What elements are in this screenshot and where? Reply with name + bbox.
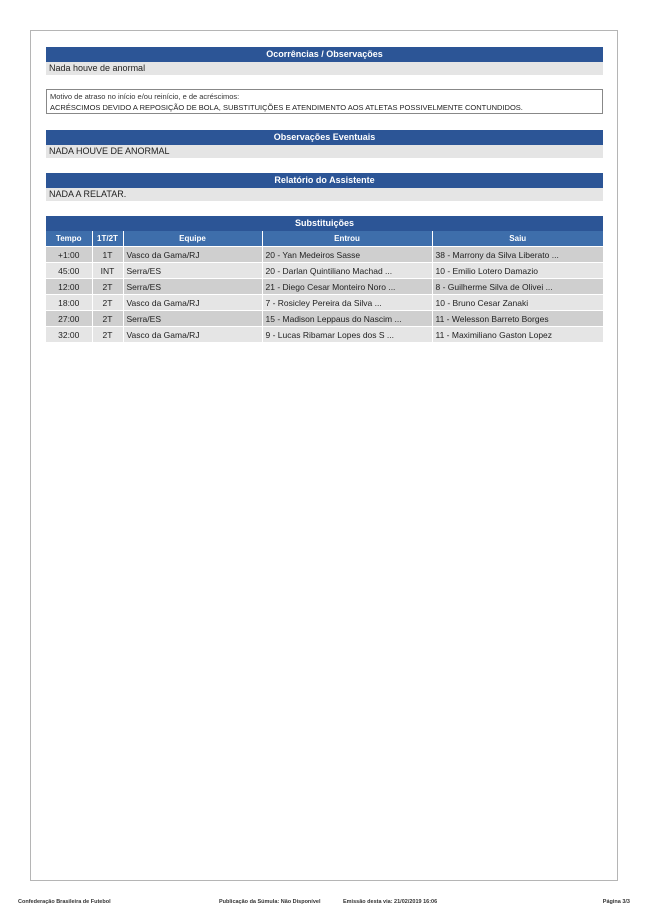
- row-out: 38 - Marrony da Silva Liberato ...: [432, 247, 603, 263]
- row-team: Serra/ES: [123, 279, 262, 295]
- row-team: Vasco da Gama/RJ: [123, 295, 262, 311]
- eventual-header: Observações Eventuais: [46, 130, 603, 145]
- occurrences-header: Ocorrências / Observações: [46, 47, 603, 62]
- row-time: 27:00: [46, 311, 92, 327]
- row-out: 11 - Welesson Barreto Borges: [432, 311, 603, 327]
- table-row: [46, 263, 603, 279]
- row-half: 1T: [92, 247, 123, 263]
- row-in: 7 - Rosicley Pereira da Silva ...: [262, 295, 432, 311]
- substitutions-header: Substituições: [46, 216, 603, 231]
- col-tempo: Tempo: [46, 231, 92, 247]
- delay-box: [46, 89, 603, 114]
- row-half: 2T: [92, 279, 123, 295]
- row-in: 15 - Madison Leppaus do Nascim ...: [262, 311, 432, 327]
- row-in: 20 - Darlan Quintiliano Machad ...: [262, 263, 432, 279]
- row-time: 18:00: [46, 295, 92, 311]
- col-in: Entrou: [262, 231, 432, 247]
- eventual-text: NADA HOUVE DE ANORMAL: [46, 145, 603, 158]
- col-out: Saiu: [432, 231, 603, 247]
- occurrences-text: Nada houve de anormal: [46, 62, 603, 75]
- footer-publication: Publicação da Súmula: Não Disponível: [219, 899, 321, 905]
- row-in: 9 - Lucas Ribamar Lopes dos S ...: [262, 327, 432, 343]
- substitutions-header-row: [46, 231, 603, 247]
- table-row: [46, 247, 603, 263]
- assistant-header: Relatório do Assistente: [46, 173, 603, 188]
- delay-text: ACRÉSCIMOS DEVIDO A REPOSIÇÃO DE BOLA, SUBSTITUIÇÕES E ATENDIMENTO AOS ATLETAS POSSIVELMENTE CONTUNDIDOS.: [50, 103, 523, 112]
- row-out: 10 - Bruno Cesar Zanaki: [432, 295, 603, 311]
- delay-label: Motivo de atraso no início e/ou reinício, e de acréscimos:: [50, 92, 240, 101]
- row-time: 45:00: [46, 263, 92, 279]
- footer-emission: Emissão desta via: 21/02/2019 16:06: [343, 899, 438, 905]
- table-row: [46, 279, 603, 295]
- row-team: Vasco da Gama/RJ: [123, 327, 262, 343]
- footer-org: Confederação Brasileira de Futebol: [18, 899, 111, 905]
- row-time: 12:00: [46, 279, 92, 295]
- footer-page: Página 3/3: [602, 899, 630, 905]
- col-team: Equipe: [123, 231, 262, 247]
- row-half: 2T: [92, 311, 123, 327]
- row-time: 32:00: [46, 327, 92, 343]
- row-time: +1:00: [46, 247, 92, 263]
- row-half: INT: [92, 263, 123, 279]
- col-half: 1T/2T: [92, 231, 123, 247]
- row-half: 2T: [92, 295, 123, 311]
- substitutions-table: [46, 231, 603, 342]
- assistant-text: NADA A RELATAR.: [46, 188, 603, 201]
- row-out: 11 - Maximiliano Gaston Lopez: [432, 327, 603, 343]
- row-out: 8 - Guilherme Silva de Olivei ...: [432, 279, 603, 295]
- table-row: [46, 295, 603, 311]
- table-row: [46, 327, 603, 343]
- row-in: 21 - Diego Cesar Monteiro Noro ...: [262, 279, 432, 295]
- row-in: 20 - Yan Medeiros Sasse: [262, 247, 432, 263]
- table-row: [46, 311, 603, 327]
- row-half: 2T: [92, 327, 123, 343]
- row-team: Vasco da Gama/RJ: [123, 247, 262, 263]
- row-out: 10 - Emilio Lotero Damazio: [432, 263, 603, 279]
- row-team: Serra/ES: [123, 263, 262, 279]
- row-team: Serra/ES: [123, 311, 262, 327]
